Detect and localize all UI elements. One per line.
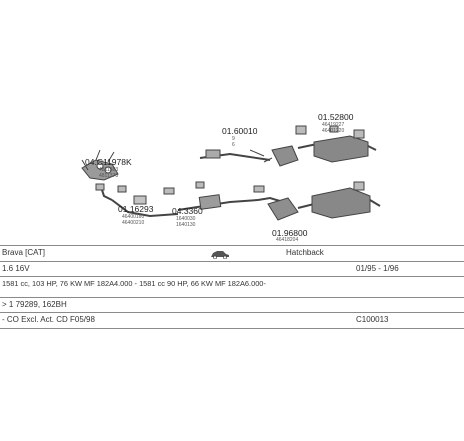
- model-name: Brava [CAT]: [2, 248, 45, 257]
- engine-specs: 1581 cc, 103 HP, 76 KW MF 182A4.000 - 1581 cc 90 HP, 66 KW MF 182A6.000-: [2, 279, 266, 288]
- part-label-p3: 04.3360: [172, 206, 203, 216]
- part-label-p1: 04.C11978K: [85, 157, 132, 167]
- center-muffler-lower: [254, 186, 298, 220]
- part-label-p2-sub1: 46400160: [122, 214, 145, 220]
- part-label-p2-sub2: 46400210: [122, 220, 145, 226]
- middle-pipe-upper: [200, 150, 270, 160]
- part-label-p1-sub1: 4811383: [99, 167, 119, 173]
- part-label-p6-sub1: 46418204: [276, 237, 299, 243]
- center-muffler-upper: [264, 146, 298, 166]
- part-label-p6: 01.96800: [272, 228, 308, 238]
- body-type: Hatchback: [286, 248, 324, 257]
- co-note: - CO Excl. Act. CD F05/98: [2, 315, 95, 324]
- car-icon: [210, 249, 230, 261]
- part-label-p1-sub2: 4811373: [99, 173, 119, 179]
- engine: 1.6 16V: [2, 264, 30, 273]
- row-model: [0, 245, 464, 262]
- row-engine: [0, 261, 464, 277]
- vin-note: > 1 79289, 162BH: [2, 300, 67, 309]
- part-label-p4-sub1: 9: [232, 136, 235, 142]
- rear-muffler-lower: [298, 182, 380, 218]
- part-label-p3-sub2: 1640130: [176, 222, 196, 228]
- part-label-p4: 01.60010: [222, 126, 258, 136]
- part-label-p5: 01.52800: [318, 112, 354, 122]
- row-specs: [0, 276, 464, 292]
- part-label-p5-sub2: 46401220: [322, 128, 345, 134]
- row-note: [0, 297, 464, 313]
- part-label-p3-sub1: 1640030: [176, 216, 196, 222]
- part-label-p4-sub2: 6: [232, 142, 235, 148]
- part-label-p2: 01.16293: [118, 204, 154, 214]
- catalog-code: C100013: [356, 315, 389, 324]
- part-label-p5-sub1: 46419227: [322, 122, 345, 128]
- production-years: 01/95 - 1/96: [356, 264, 399, 273]
- row-co-note: [0, 312, 464, 329]
